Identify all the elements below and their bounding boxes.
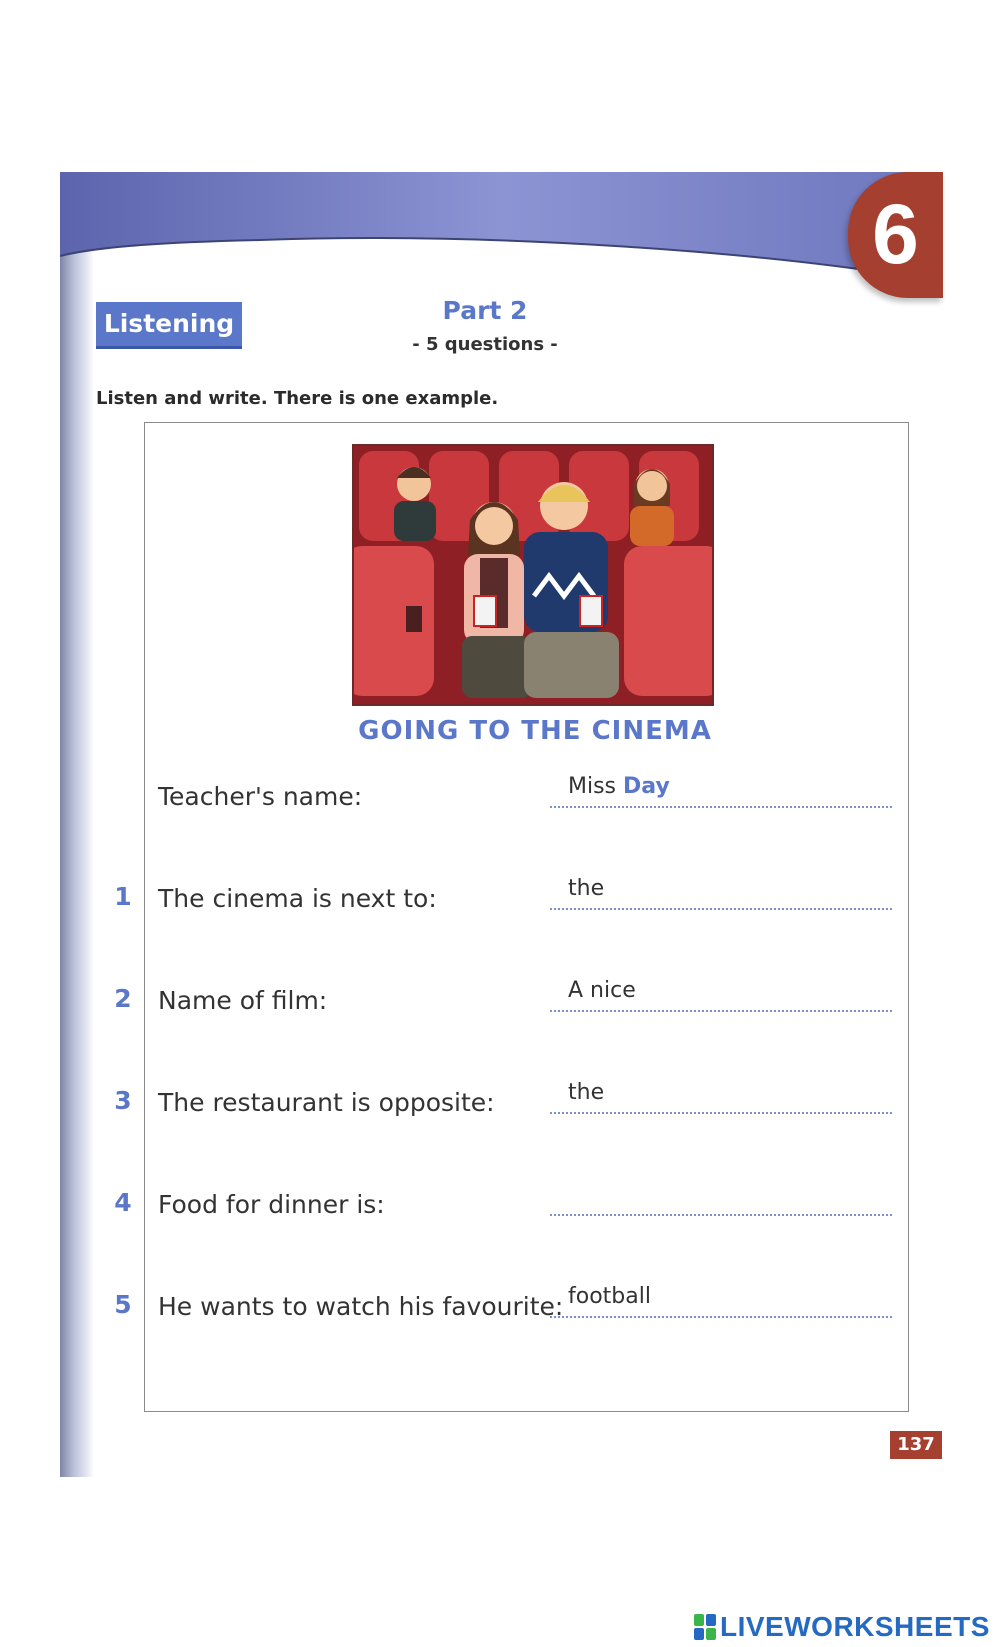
question-number: 5 [114, 1290, 132, 1319]
answer-field[interactable]: A nice [568, 978, 636, 1003]
instruction-text: Listen and write. There is one example. [96, 388, 499, 409]
question-row [110, 1178, 910, 1228]
part-subtitle: - 5 questions - [412, 334, 558, 355]
answer-line [550, 1010, 892, 1012]
liveworksheets-wordmark: LIVEWORKSHEETS [720, 1611, 990, 1642]
question-number: 3 [114, 1086, 132, 1115]
box-title: GOING TO THE CINEMA [358, 716, 712, 746]
liveworksheets-icon [694, 1614, 716, 1640]
question-number: 1 [114, 882, 132, 911]
part-title: Part 2 [442, 296, 528, 325]
answer-line [550, 1112, 892, 1114]
answer-line [550, 1316, 892, 1318]
question-row [110, 974, 910, 1024]
header-banner [60, 172, 943, 282]
question-label: The restaurant is opposite: [158, 1088, 495, 1117]
answer-line [550, 1214, 892, 1216]
question-label: Name of film: [158, 986, 328, 1015]
unit-tab [848, 172, 943, 298]
example-answer-line [550, 806, 892, 808]
answer-line [550, 908, 892, 910]
page-number: 137 [890, 1431, 942, 1459]
example-row [110, 770, 910, 820]
question-label: The cinema is next to: [158, 884, 437, 913]
question-label: He wants to watch his favourite: [158, 1292, 564, 1321]
liveworksheets-logo [694, 1610, 990, 1644]
cinema-illustration [352, 444, 714, 706]
example-answer [568, 774, 670, 799]
page-spine-shadow [60, 172, 94, 1477]
example-label: Teacher's name: [158, 782, 363, 811]
question-row [110, 1076, 910, 1126]
example-answer-prefix: Miss [568, 774, 617, 799]
example-answer-strong: Day [623, 774, 670, 799]
answer-field[interactable]: football [568, 1284, 651, 1309]
answer-field[interactable]: the [568, 1080, 605, 1105]
question-number: 2 [114, 984, 132, 1013]
question-number: 4 [114, 1188, 132, 1217]
answer-field[interactable]: the [568, 876, 605, 901]
section-label: Listening [96, 302, 242, 349]
question-label: Food for dinner is: [158, 1190, 385, 1219]
question-row [110, 872, 910, 922]
unit-number: 6 [872, 187, 919, 281]
question-row [110, 1280, 910, 1330]
